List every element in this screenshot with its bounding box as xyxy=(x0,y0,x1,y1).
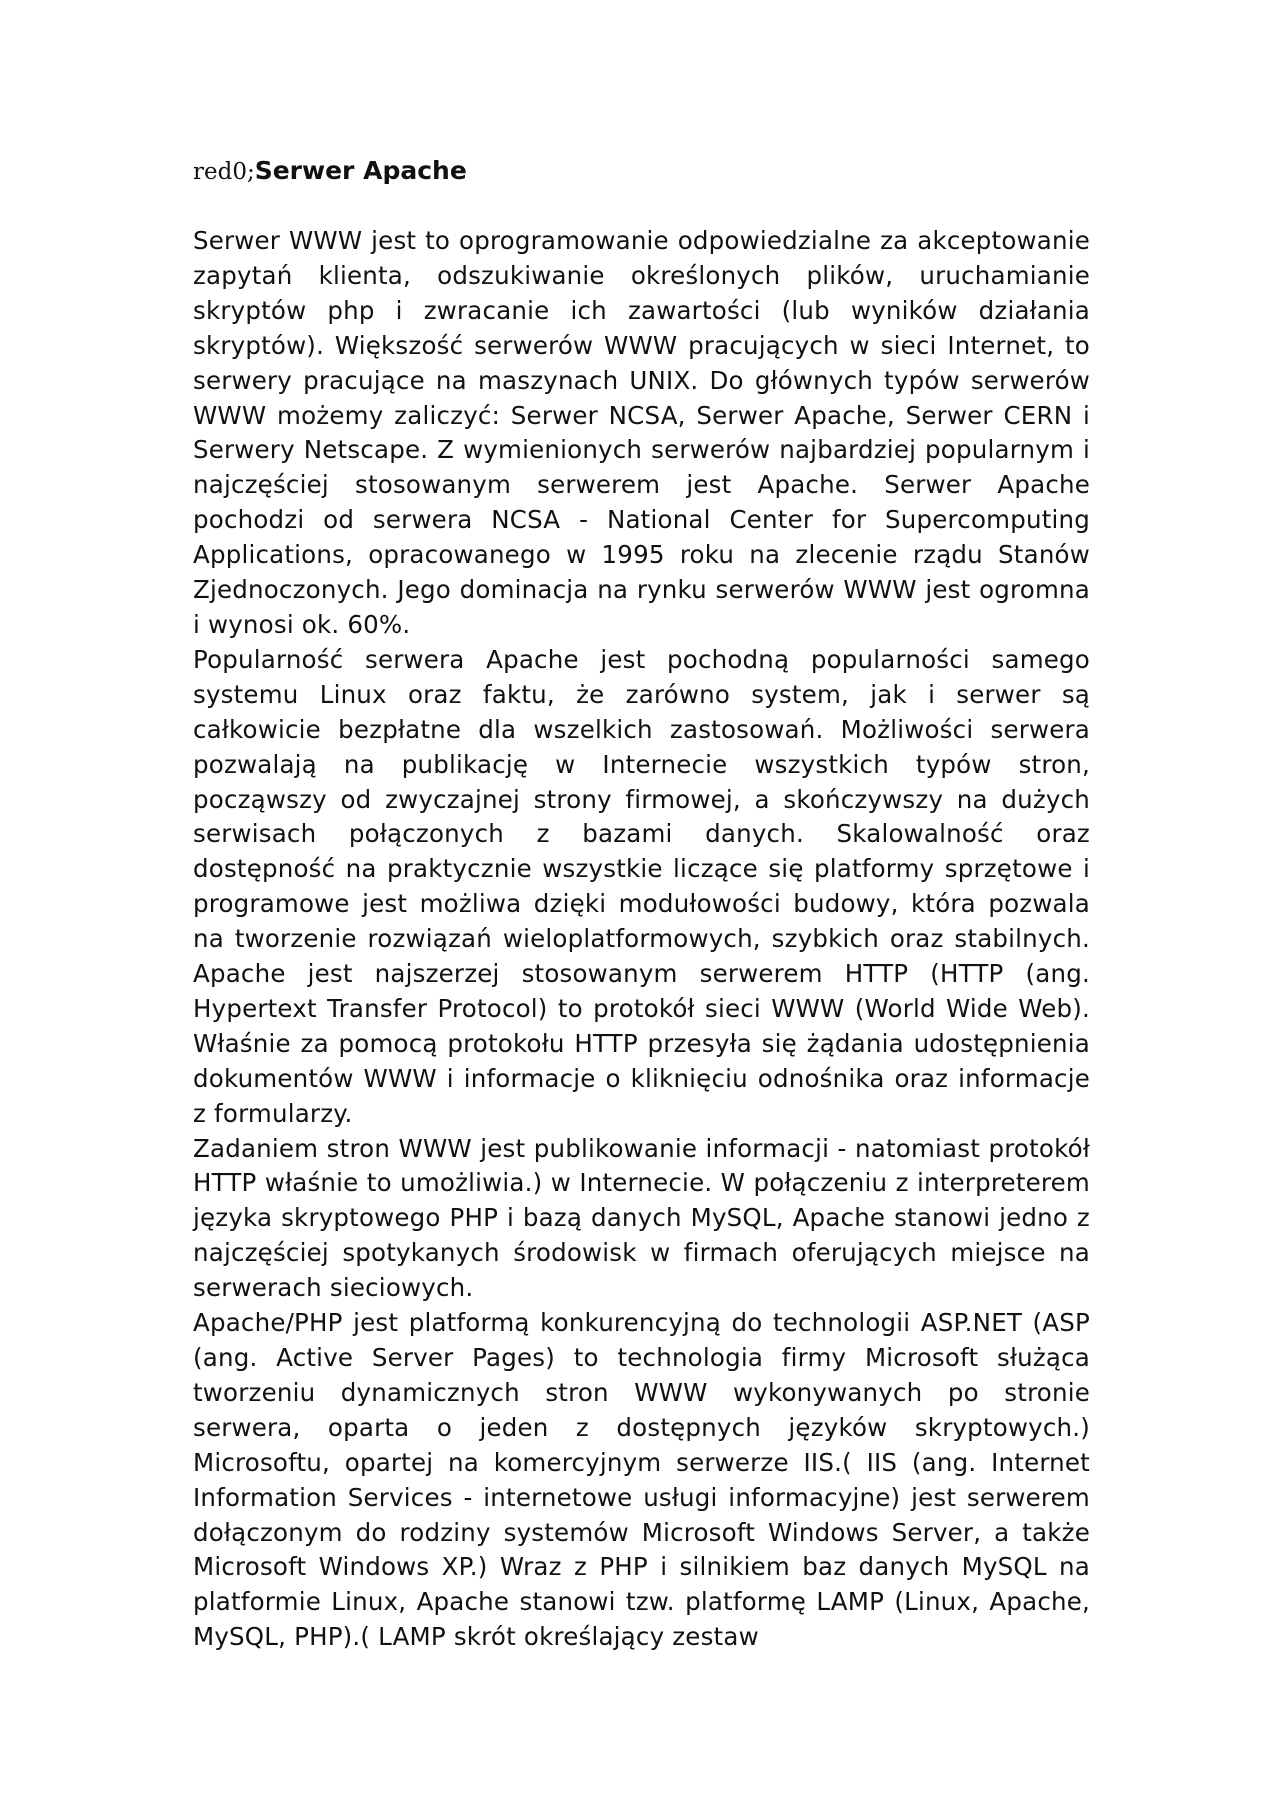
title-prefix-text: red0; xyxy=(193,159,255,185)
document-body xyxy=(193,150,1090,1655)
paragraph-3: Zadaniem stron WWW jest publikowanie informacji - natomiast protokół HTTP właśnie to umożliwia.) w Internecie. W połączeniu z interpreterem języka skryptowego PHP i bazą danych MySQL, Apache stanowi jedno z najczęściej spotykanych środowisk w firmach oferujących miejsce na serwerach sieciowych. xyxy=(193,1133,1090,1303)
title-text: Serwer Apache xyxy=(254,156,467,185)
page-title xyxy=(193,150,1090,186)
paragraph-1: Serwer WWW jest to oprogramowanie odpowiedzialne za akceptowanie zapytań klienta, odszukiwanie określonych plików, uruchamianie skryptów php i zwracanie ich zawartości (lub wyników działania skryptów). Większość serwerów WWW pracujących w sieci Internet, to serwery pracujące na maszynach UNIX. Do głównych typów serwerów WWW możemy zaliczyć: Serwer NCSA, Serwer Apache, Serwer CERN i Serwery Netscape. Z wymienionych serwerów najbardziej popularnym i najczęściej stosowanym serwerem jest Apache. Serwer Apache pochodzi od serwera NCSA - National Center for Supercomputing Applications, opracowanego w 1995 roku na zlecenie rządu Stanów Zjednoczonych. Jego dominacja na rynku serwerów WWW jest ogromna i wynosi ok. 60%. xyxy=(193,226,1090,639)
paragraph-4: Apache/PHP jest platformą konkurencyjną do technologii ASP.NET (ASP (ang. Active Server Pages) to technologia firmy Microsoft służąca tworzeniu dynamicznych stron WWW wykonywanych po stronie serwera, oparta o jeden z dostępnych języków skryptowych.) Microsoftu, opartej na komercyjnym serwerze IIS.( IIS (ang. Internet Information Services - internetowe usługi informacyjne) jest serwerem dołączonym do rodziny systemów Microsoft Windows Server, a także Microsoft Windows XP.) Wraz z PHP i silnikiem baz danych MySQL na platformie Linux, Apache stanowi tzw. platformę LAMP (Linux, Apache, MySQL, PHP).( LAMP skrót określający zestaw xyxy=(193,1308,1090,1652)
paragraph-2: Popularność serwera Apache jest pochodną popularności samego systemu Linux oraz faktu, że zarówno system, jak i serwer są całkowicie bezpłatne dla wszelkich zastosowań. Możliwości serwera pozwalają na publikację w Internecie wszystkich typów stron, począwszy od zwyczajnej strony firmowej, a skończywszy na dużych serwisach połączonych z bazami danych. Skalowalność oraz dostępność na praktycznie wszystkie liczące się platformy sprzętowe i programowe jest możliwa dzięki modułowości budowy, która pozwala na tworzenie rozwiązań wieloplatformowych, szybkich oraz stabilnych. Apache jest najszerzej stosowanym serwerem HTTP (HTTP (ang. Hypertext Transfer Protocol) to protokół sieci WWW (World Wide Web). Właśnie za pomocą protokołu HTTP przesyła się żądania udostępnienia dokumentów WWW i informacje o kliknięciu odnośnika oraz informacje z formularzy. xyxy=(193,644,1090,1128)
